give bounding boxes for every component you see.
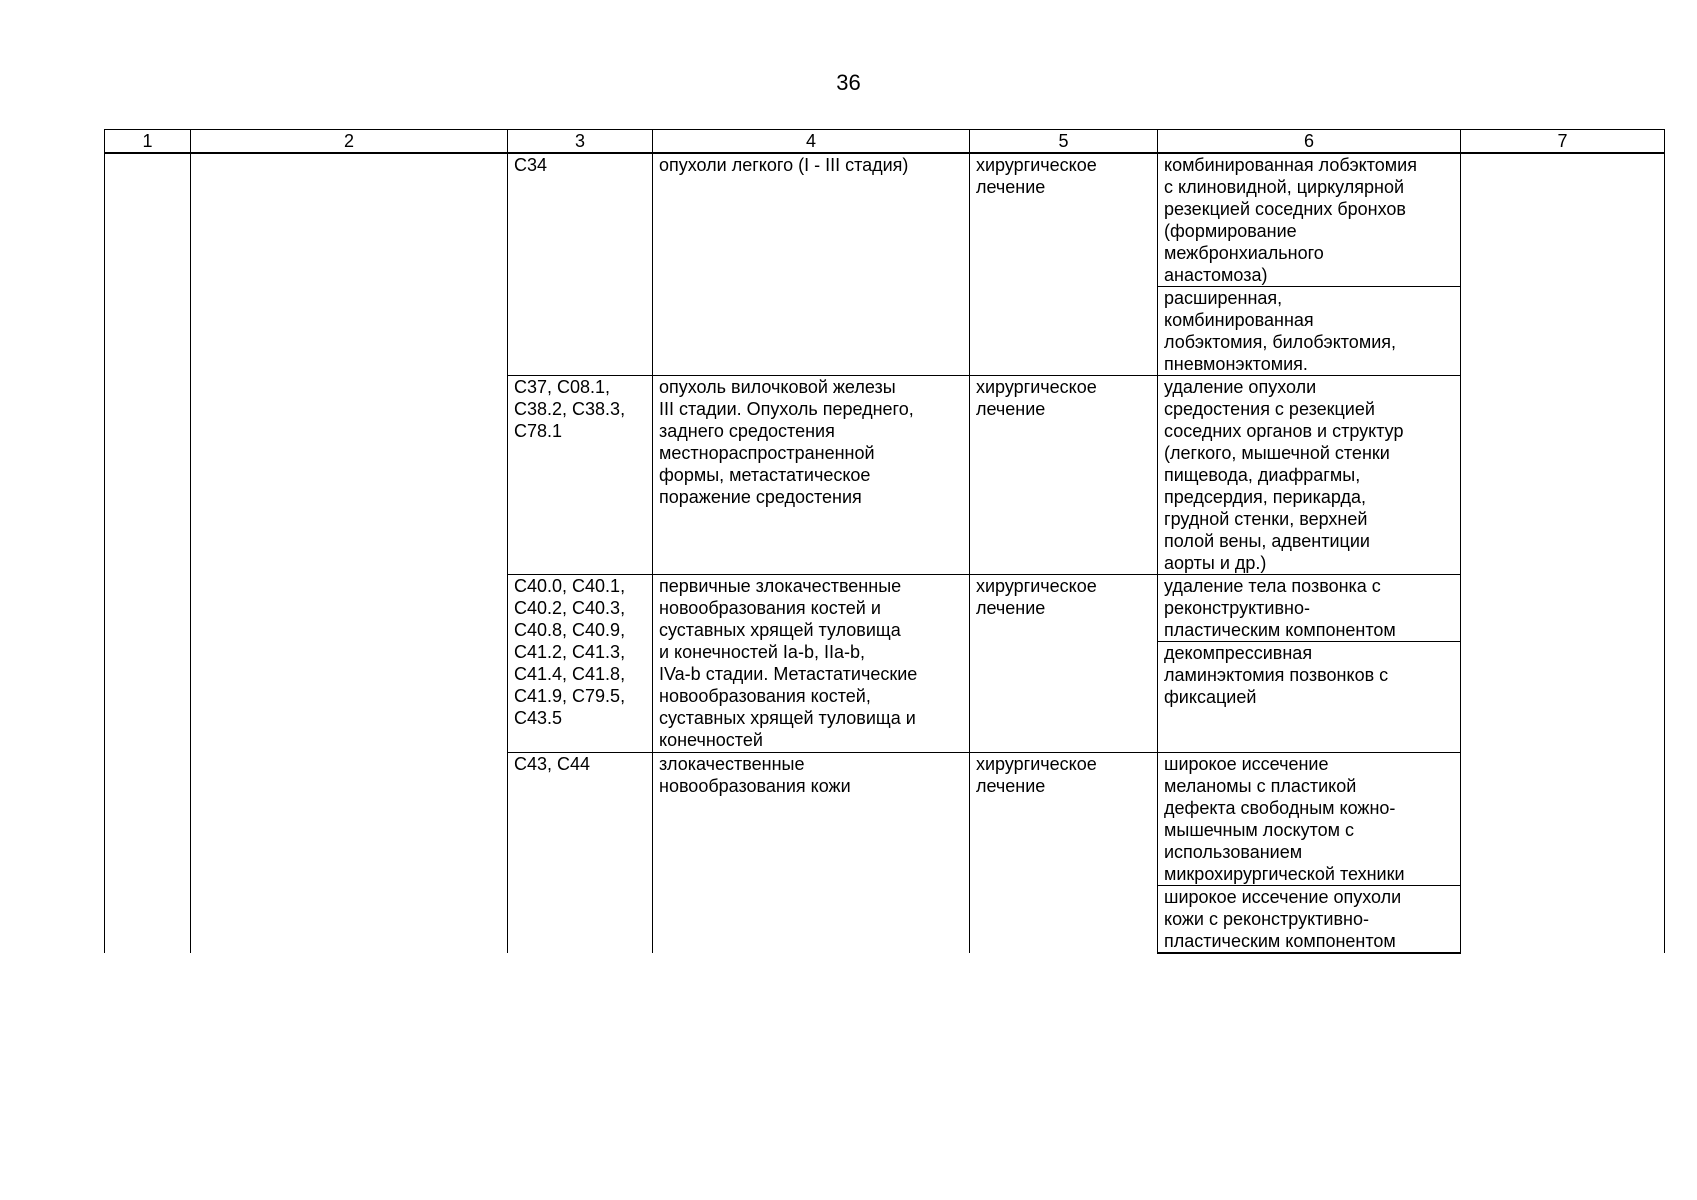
column-number-row <box>105 130 1665 154</box>
diagnosis-cell: опухоли легкого (I - III стадия) <box>653 153 970 376</box>
table-row <box>105 153 1665 287</box>
treatment-method-cell: удаление тела позвонка с реконструктивно- пластическим компонентом <box>1158 575 1461 642</box>
column-header: 2 <box>191 130 508 154</box>
column-header: 6 <box>1158 130 1461 154</box>
diagnosis-cell: опухоль вилочковой железы III стадии. Опухоль переднего, заднего средостения местнораспространенной формы, метастатическое поражение средостения <box>653 376 970 575</box>
column-header: 5 <box>970 130 1158 154</box>
treatment-type-cell: хирургическое лечение <box>970 575 1158 753</box>
treatment-method-cell: расширенная, комбинированная лобэктомия, билобэктомия, пневмонэктомия. <box>1158 287 1461 376</box>
column-header: 4 <box>653 130 970 154</box>
treatment-type-cell: хирургическое лечение <box>970 376 1158 575</box>
diagnosis-cell: злокачественные новообразования кожи <box>653 753 970 954</box>
treatment-method-cell: удаление опухоли средостения с резекцией соседних органов и структур (легкого, мышечной стенки пищевода, диафрагмы, предсердия, перикарда, грудной стенки, верхней полой вены, адвентиции аорты и др.) <box>1158 376 1461 575</box>
icd-codes-cell: С37, С08.1, С38.2, С38.3, С78.1 <box>508 376 653 575</box>
column-header: 7 <box>1461 130 1665 154</box>
column-7-cell <box>1461 153 1665 953</box>
treatment-type-cell: хирургическое лечение <box>970 753 1158 954</box>
page-number: 36 <box>836 70 861 95</box>
column-header: 1 <box>105 130 191 154</box>
medical-procedures-table <box>104 129 1665 953</box>
icd-codes-cell: С40.0, С40.1, С40.2, С40.3, С40.8, С40.9, С41.2, С41.3, С41.4, С41.8, С41.9, С79.5, С43.5 <box>508 575 653 753</box>
icd-codes-cell: С34 <box>508 153 653 376</box>
column-1-cell <box>105 153 191 953</box>
column-2-cell <box>191 153 508 953</box>
treatment-method-cell: широкое иссечение опухоли кожи с реконструктивно- пластическим компонентом <box>1158 886 1461 954</box>
treatment-method-cell: комбинированная лобэктомия с клиновидной, циркулярной резекцией соседних бронхов (формирование межбронхиального анастомоза) <box>1158 153 1461 287</box>
treatment-method-cell: широкое иссечение меланомы с пластикой дефекта свободным кожно- мышечным лоскутом с использованием микрохирургической техники <box>1158 753 1461 886</box>
icd-codes-cell: С43, С44 <box>508 753 653 954</box>
treatment-type-cell: хирургическое лечение <box>970 153 1158 376</box>
column-header: 3 <box>508 130 653 154</box>
diagnosis-cell: первичные злокачественные новообразования костей и суставных хрящей туловища и конечностей Ia-b, IIa-b, IVa-b стадии. Метастатические новообразования костей, суставных хрящей туловища и конечностей <box>653 575 970 753</box>
treatment-method-cell: декомпрессивная ламинэктомия позвонков с фиксацией <box>1158 642 1461 753</box>
